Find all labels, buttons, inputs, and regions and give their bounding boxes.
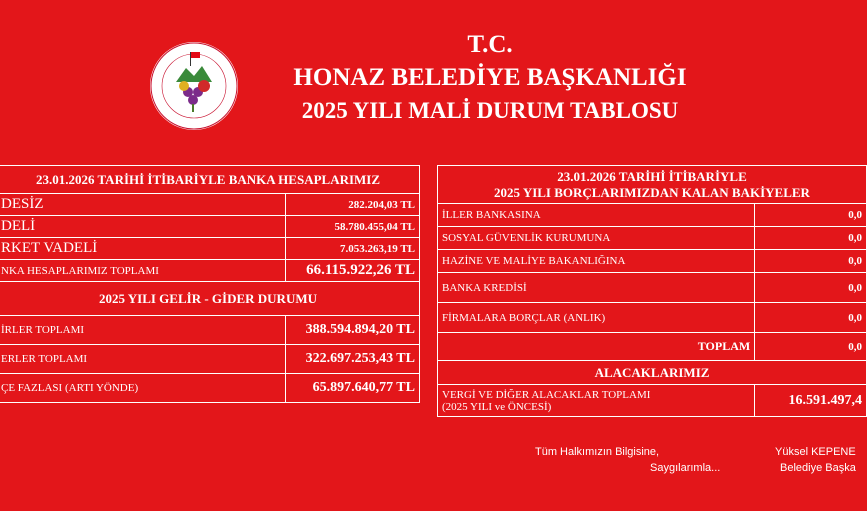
debt-row-value: 0,0 — [755, 273, 867, 303]
debt-row-value: 0,0 — [755, 250, 867, 273]
bank-row-label: DESİZ — [0, 194, 286, 216]
footer-role: Belediye Başka — [780, 462, 856, 474]
title-line-municipality: HONAZ BELEDİYE BAŞKANLIĞI — [293, 64, 687, 91]
bank-row-value: 58.780.455,04 TL — [286, 216, 420, 238]
debt-row-value: 0,0 — [755, 204, 867, 227]
municipality-logo — [150, 42, 238, 130]
income-row-label: ÇE FAZLASI (ARTI YÖNDE) — [0, 374, 286, 403]
income-row-label: ERLER TOPLAMI — [0, 345, 286, 374]
income-row-label: İRLER TOPLAMI — [0, 316, 286, 345]
income-row-value: 322.697.253,43 TL — [286, 345, 420, 374]
bank-total-value: 66.115.922,26 TL — [286, 260, 420, 282]
footer-regards: Saygılarımla... — [650, 462, 721, 474]
income-row-value: 65.897.640,77 TL — [286, 374, 420, 403]
bank-total-label: NKA HESAPLARIMIZ TOPLAMI — [0, 260, 286, 282]
bank-accounts-table — [0, 165, 420, 403]
footer-name: Yüksel KEPENE — [775, 446, 856, 458]
title-line-report: 2025 YILI MALİ DURUM TABLOSU — [301, 98, 679, 123]
receivables-label-line2: (2025 YILI ve ÖNCESİ) — [442, 400, 552, 413]
bank-row-value: 282.204,03 TL — [286, 194, 420, 216]
page-title — [250, 28, 730, 127]
receivables-value: 16.591.497,4 — [755, 385, 867, 417]
debt-row-value: 0,0 — [755, 303, 867, 333]
receivables-label — [438, 385, 755, 417]
debts-total-label: TOPLAM — [438, 333, 755, 361]
bank-accounts-title: 23.01.2026 TARİHİ İTİBARİYLE BANKA HESAPLARIMIZ — [0, 166, 420, 194]
receivables-title: ALACAKLARIMIZ — [438, 361, 867, 385]
income-row-value: 388.594.894,20 TL — [286, 316, 420, 345]
debt-row-label: İLLER BANKASINA — [438, 204, 755, 227]
debts-title-line2: 2025 YILI BORÇLARIMIZDAN KALAN BAKİYELER — [494, 184, 810, 200]
receivables-label-line1: VERGİ VE DİĞER ALACAKLAR TOPLAMI — [442, 388, 651, 401]
debts-total-value: 0,0 — [755, 333, 867, 361]
footer-info: Tüm Halkımızın Bilgisine, — [535, 446, 660, 458]
title-line-tc: T.C. — [467, 31, 513, 58]
debts-table — [437, 165, 867, 417]
debt-row-label: BANKA KREDİSİ — [438, 273, 755, 303]
debt-row-label: FİRMALARA BORÇLAR (ANLIK) — [438, 303, 755, 333]
debt-row-label: HAZİNE VE MALİYE BAKANLIĞINA — [438, 250, 755, 273]
income-expense-title: 2025 YILI GELİR - GİDER DURUMU — [0, 282, 420, 316]
bank-row-value: 7.053.263,19 TL — [286, 238, 420, 260]
bank-row-label: RKET VADELİ — [0, 238, 286, 260]
debts-title — [438, 166, 867, 204]
debt-row-value: 0,0 — [755, 227, 867, 250]
debt-row-label: SOSYAL GÜVENLİK KURUMUNA — [438, 227, 755, 250]
bank-row-label: DELİ — [0, 216, 286, 238]
debts-title-line1: 23.01.2026 TARİHİ İTİBARİYLE — [557, 168, 747, 184]
